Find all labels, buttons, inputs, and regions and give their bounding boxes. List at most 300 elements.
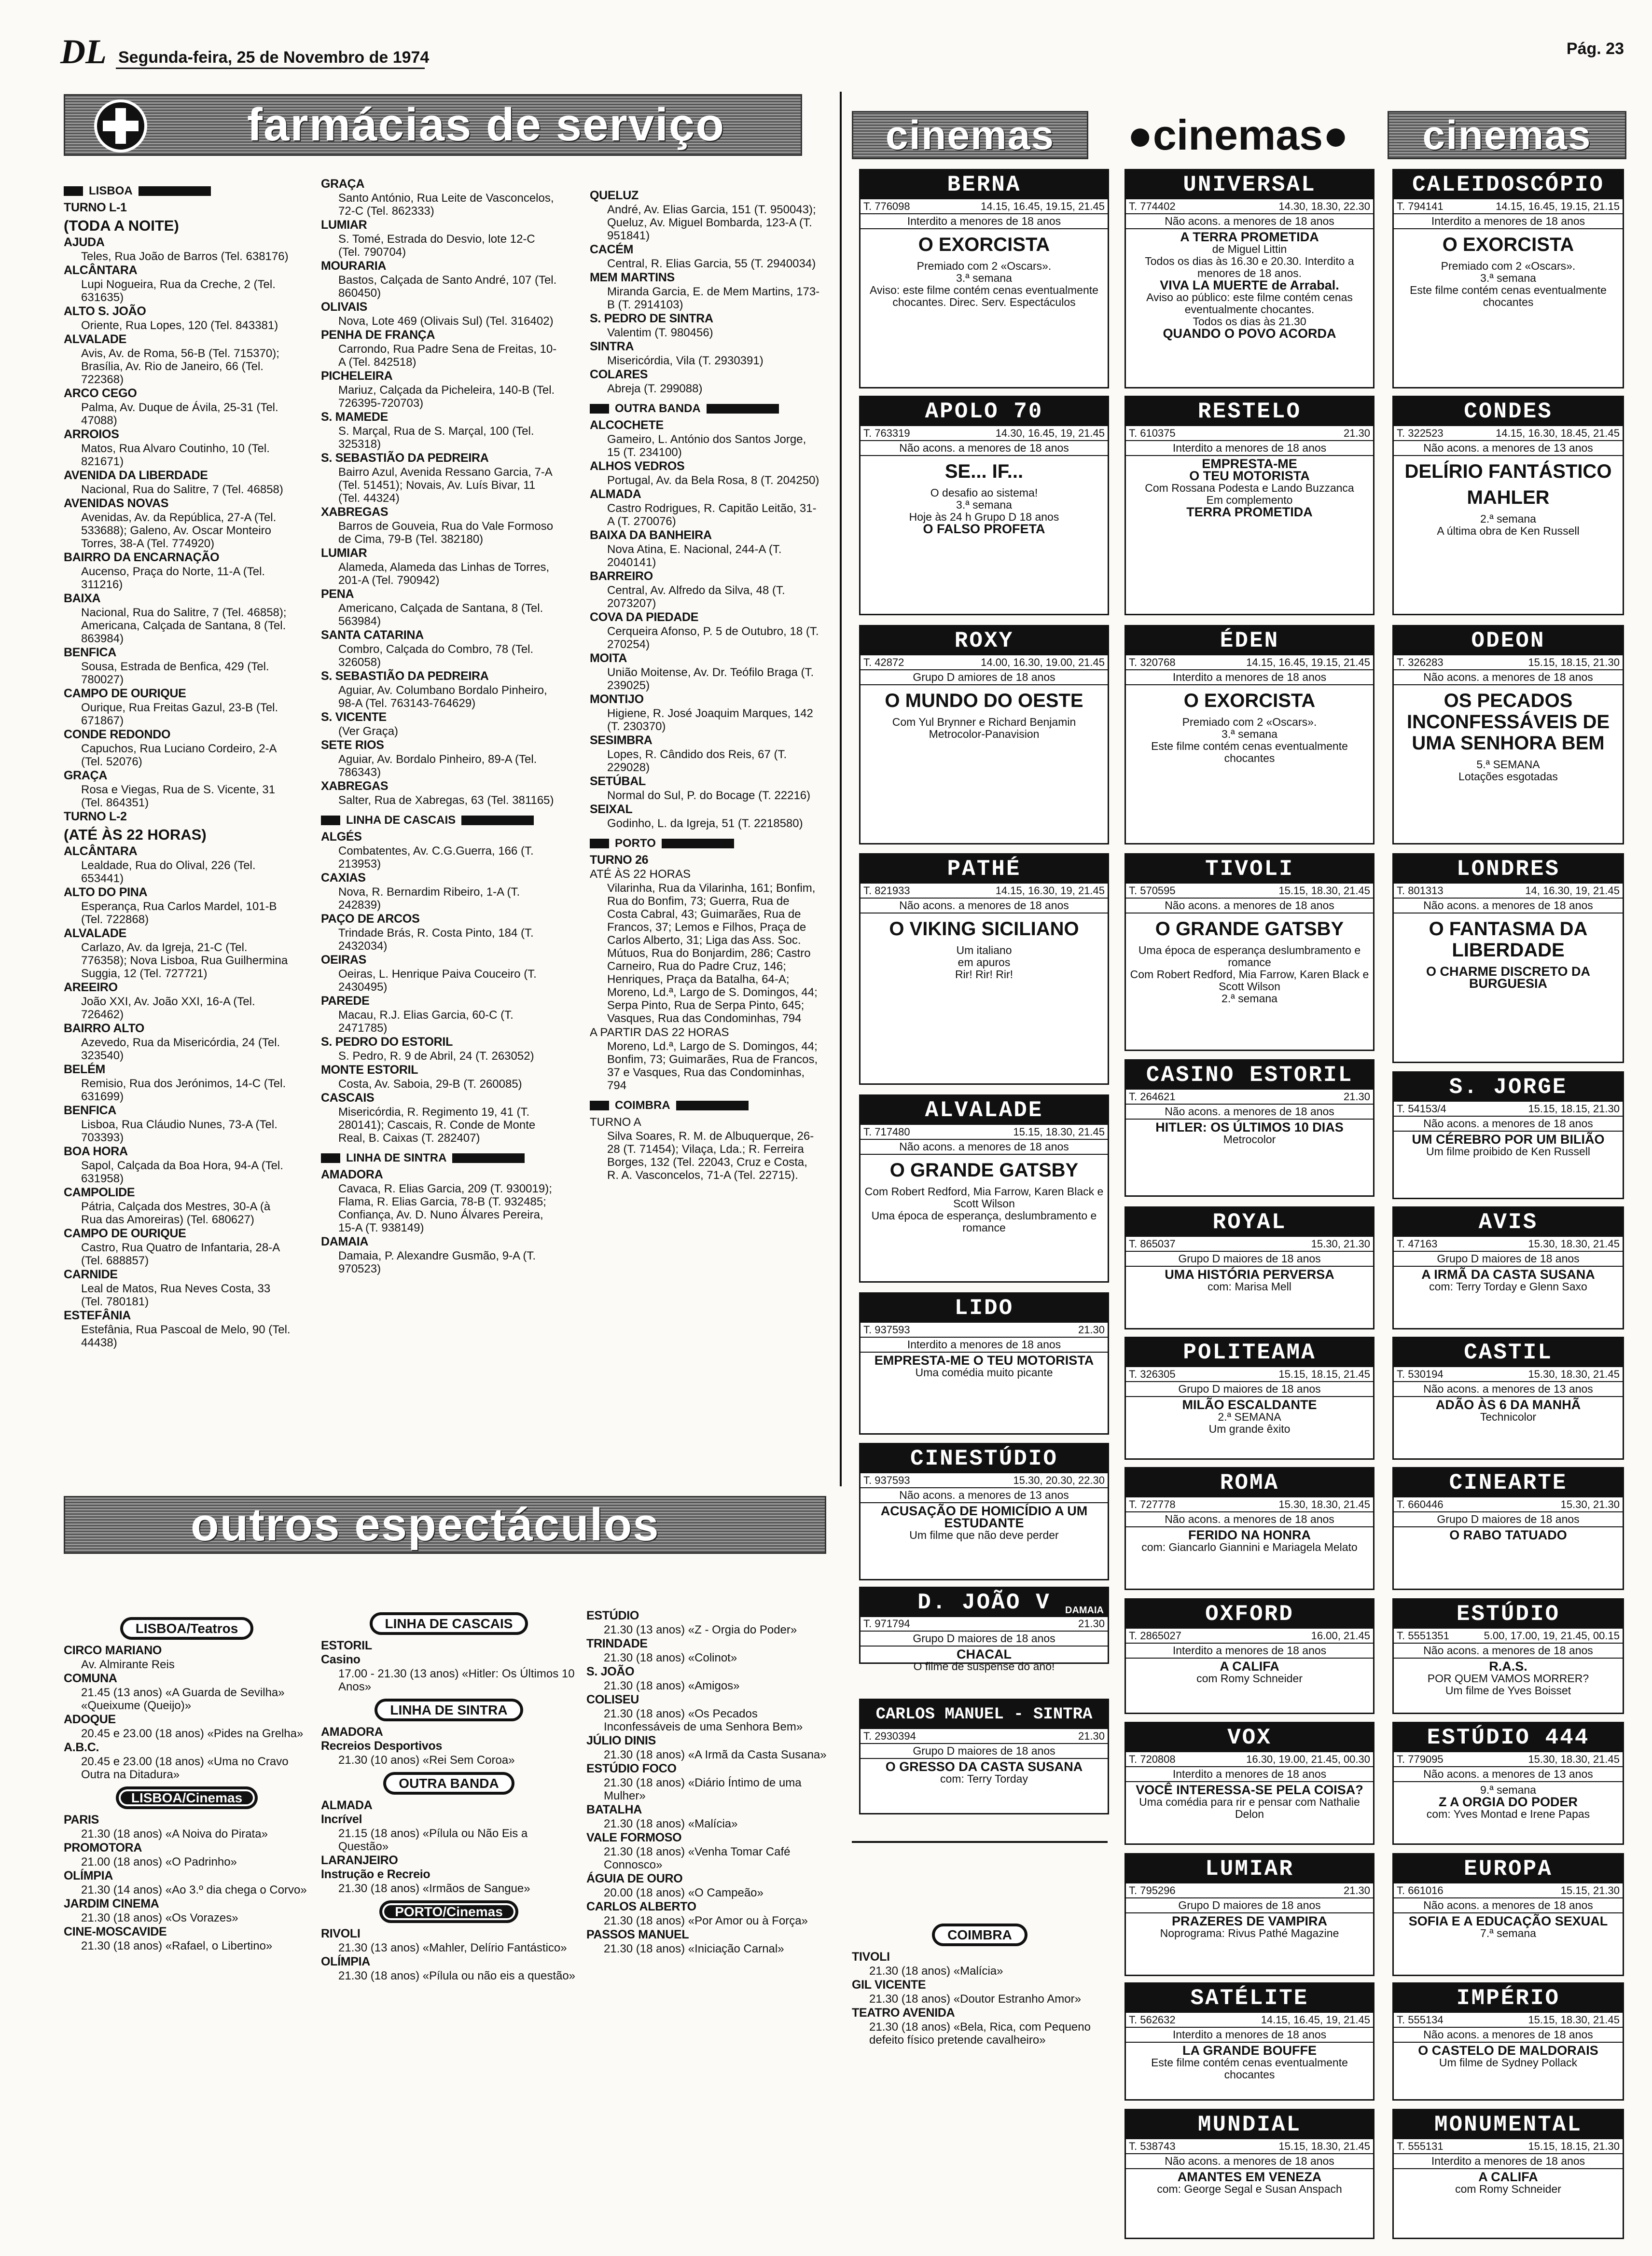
listing-entry: 21.30 (18 anos) «Os Pecados Inconfessáveis de uma Senhora Bem» xyxy=(604,1707,803,1733)
cinema-details xyxy=(1394,1512,1623,1544)
listing-heading: BELÉM xyxy=(64,1063,106,1076)
section-bar xyxy=(452,1153,525,1163)
section-pill xyxy=(321,1902,577,1922)
section-bar xyxy=(461,816,534,825)
listing-heading: S. SEBASTIÃO DA PEDREIRA xyxy=(321,669,489,683)
listing-heading: PENA xyxy=(321,587,354,601)
film-title: A CALIFA xyxy=(1478,2170,1538,2184)
cinema-card xyxy=(1124,169,1374,388)
film-note: Não acons. a menores de 18 anos xyxy=(1126,214,1373,229)
listing-heading: MONTIJO xyxy=(590,692,644,706)
cinema-showtimes: 15.30, 18.30, 21.45 xyxy=(1528,1238,1620,1250)
cinema-name: APOLO 70 xyxy=(861,397,1108,426)
section-label: LINHA DE SINTRA xyxy=(346,1151,447,1164)
cinema-phone: T. 937593 xyxy=(863,1474,910,1486)
listing-heading: S. VICENTE xyxy=(321,710,387,724)
listing-heading: TURNO L-1 xyxy=(64,201,127,214)
listing-entry: TURNO A xyxy=(590,1116,641,1129)
listing-heading: S. MAMEDE xyxy=(321,410,388,424)
listing-heading: XABREGAS xyxy=(321,505,389,519)
cinema-phone-times xyxy=(861,1473,1108,1488)
listing-heading: ARCO CEGO xyxy=(64,387,137,400)
film-note: Uma época de esperança, deslumbramento e romance xyxy=(871,1209,1097,1234)
cinema-card xyxy=(1392,1337,1624,1460)
film-title: O FANTASMA DA LIBERDADE xyxy=(1429,918,1588,961)
film-title: A TERRA PROMETIDA xyxy=(1180,230,1319,244)
cinema-card xyxy=(1392,1598,1624,1714)
listing-entry: Portugal, Av. da Bela Rosa, 8 (T. 204250) xyxy=(607,474,819,487)
film-note: de Miguel Littin xyxy=(1212,243,1287,255)
listing-entry: 21.30 (18 anos) «A Irmã da Casta Susana» xyxy=(604,1748,827,1761)
cinema-showtimes: 21.30 xyxy=(1078,1730,1105,1742)
listing-heading: S. PEDRO DE SINTRA xyxy=(590,312,713,325)
cinema-phone: T. 801313 xyxy=(1397,885,1444,897)
cinema-phone-times xyxy=(1394,1629,1623,1644)
listing-entry: 21.30 (18 anos) «Venha Tomar Café Connosco» xyxy=(604,1845,791,1871)
film-title: O FALSO PROFETA xyxy=(923,522,1045,536)
film-note: 7.ª semana xyxy=(1480,1927,1536,1939)
listing-heading: AVENIDAS NOVAS xyxy=(64,497,169,510)
film-note: com: Giancarlo Giannini e Mariagela Melato xyxy=(1141,1541,1358,1553)
cinema-name: CALEIDOSCÓPIO xyxy=(1394,170,1623,199)
listing-heading: ESTORIL xyxy=(321,1639,372,1652)
film-title: TERRA PROMETIDA xyxy=(1186,505,1313,519)
section-pill xyxy=(64,1788,310,1808)
section-pill xyxy=(321,1773,577,1793)
listing-heading: CONDE REDONDO xyxy=(64,728,171,741)
listing-entry: Alameda, Alameda das Linhas de Torres, 201-A (Tel. 790942) xyxy=(338,561,550,587)
cinema-showtimes: 14.15, 16.30, 19, 21.45 xyxy=(995,885,1105,897)
film-title: MAHLER xyxy=(1467,487,1550,508)
listing-heading: ADOQUE xyxy=(64,1713,116,1726)
cinema-phone-times xyxy=(1126,1752,1373,1767)
cinema-phone-times xyxy=(1126,2013,1373,2028)
listing-entry: 21.30 (18 anos) «A Noiva do Pirata» xyxy=(81,1827,268,1841)
cinema-phone: T. 821933 xyxy=(863,885,910,897)
cinema-name: IMPÉRIO xyxy=(1394,1984,1623,2013)
cinema-phone-times xyxy=(861,1617,1108,1632)
listing-entry: Combatentes, Av. C.G.Guerra, 166 (T. 213953) xyxy=(338,844,534,871)
cinema-phone-times xyxy=(1394,2139,1623,2154)
film-title: AMANTES EM VENEZA xyxy=(1177,2170,1322,2184)
cinema-phone: T. 794141 xyxy=(1397,200,1444,212)
film-title: R.A.S. xyxy=(1489,1659,1527,1674)
cinema-showtimes: 14.15, 16.45, 19.15, 21.45 xyxy=(1246,656,1370,668)
film-title: O GRANDE GATSBY xyxy=(1155,918,1344,940)
cinema-showtimes: 14, 16.30, 19, 21.45 xyxy=(1525,885,1620,897)
cinema-name: CONDES xyxy=(1394,397,1623,426)
cinema-phone: T. 326283 xyxy=(1397,656,1444,668)
film-note: Metrocolor-Panavision xyxy=(929,728,1040,740)
cinema-card xyxy=(859,396,1109,615)
film-note: Interdito a menores de 18 anos xyxy=(861,1338,1108,1353)
cinema-card xyxy=(1124,1982,1374,2101)
listing-entry: Castro Rodrigues, R. Capitão Leitão, 31-A (T. 270076) xyxy=(607,502,817,528)
cinema-phone: T. 776098 xyxy=(863,200,910,212)
cinema-phone: T. 5551351 xyxy=(1397,1630,1449,1642)
listing-heading: AVENIDA DA LIBERDADE xyxy=(64,469,208,482)
cinema-phone-times xyxy=(1394,1237,1623,1252)
cinema-phone: T. 42872 xyxy=(863,656,904,668)
cinema-phone-times xyxy=(1126,1090,1373,1105)
listing-entry: Estefânia, Rua Pascoal de Melo, 90 (Tel. 44438) xyxy=(81,1323,291,1349)
listing-heading: ALVALADE xyxy=(64,927,126,940)
film-title: O EXORCISTA xyxy=(1442,234,1574,255)
listing-heading: ALHOS VEDROS xyxy=(590,459,685,473)
listing-heading: VALE FORMOSO xyxy=(586,1831,682,1844)
listing-entry: Misericórdia, Vila (T. 2930391) xyxy=(607,354,764,367)
listing-entry: Rosa e Viegas, Rua de S. Vicente, 31 (Tel. 864351) xyxy=(81,783,276,809)
listing-entry: 21.30 (18 anos) «Malícia» xyxy=(604,1817,738,1830)
film-note: Interdito a menores de 18 anos xyxy=(1126,670,1373,685)
listing-entry: Macau, R.J. Elias Garcia, 60-C (T. 2471785) xyxy=(338,1009,514,1035)
section-label: COIMBRA xyxy=(615,1099,670,1112)
cinema-card xyxy=(1124,1598,1374,1714)
cinema-phone-times xyxy=(1126,1629,1373,1644)
listing-entry: Teles, Rua João de Barros (Tel. 638176) xyxy=(81,250,289,263)
listing-entry: Nacional, Rua do Salitre, 7 (Tel. 46858); Americana, Calçada de Santana, 8 (Tel. 863984) xyxy=(81,606,287,645)
listing-entry: Mariuz, Calçada da Picheleira, 140-B (Tel. 726395-720703) xyxy=(338,384,555,410)
listing-heading: SEIXAL xyxy=(590,803,633,816)
cinema-details xyxy=(861,1744,1108,1788)
film-note: Não acons. a menores de 18 anos xyxy=(1126,899,1373,913)
cinema-phone-times xyxy=(861,1125,1108,1140)
film-note: 3.ª semana xyxy=(956,498,1012,511)
header-rule xyxy=(116,68,425,69)
film-note: A última obra de Ken Russell xyxy=(1437,525,1580,537)
listing-entry: 21.30 (18 anos) «Colinot» xyxy=(604,1651,737,1664)
cinema-details xyxy=(861,1632,1108,1675)
listing-heading: LUMIAR xyxy=(321,218,367,232)
film-note: Não acons. a menores de 18 anos xyxy=(1126,1105,1373,1120)
page-number: Pág. 23 xyxy=(1566,40,1624,58)
cinema-phone-times xyxy=(1126,1497,1373,1512)
cinema-name: ROYAL xyxy=(1126,1208,1373,1237)
film-note: Não acons. a menores de 13 anos xyxy=(1394,1767,1623,1782)
film-note: Grupo D maiores de 18 anos xyxy=(1126,1898,1373,1913)
cinema-showtimes: 21.30 xyxy=(1078,1324,1105,1336)
cinema-name: ROMA xyxy=(1126,1468,1373,1497)
listing-entry: Barros de Gouveia, Rua do Vale Formoso de Cima, 79-B (Tel. 382180) xyxy=(338,520,554,546)
listing-heading: PICHELEIRA xyxy=(321,369,393,383)
section-pill xyxy=(852,1925,1108,1945)
cinema-phone: T. 570595 xyxy=(1129,885,1176,897)
listing-entry: Misericórdia, R. Regimento 19, 41 (T. 280141); Cascais, R. Conde de Monte Real, B. Caixas (T. 282407) xyxy=(338,1106,536,1145)
cinema-details xyxy=(1126,1252,1373,1296)
cinema-locality: DAMAIA xyxy=(1065,1605,1104,1616)
cinema-phone: T. 865037 xyxy=(1129,1238,1176,1250)
other-shows-column-4 xyxy=(852,1918,1108,2048)
listing-entry: Capuchos, Rua Luciano Cordeiro, 2-A (Tel. 52076) xyxy=(81,742,277,768)
section-heading xyxy=(321,814,557,827)
film-note: Não acons. a menores de 18 anos xyxy=(1394,899,1623,913)
cinema-card xyxy=(1124,1467,1374,1590)
cinema-details xyxy=(1394,899,1623,993)
cinema-card xyxy=(1392,1722,1624,1845)
film-title: UMA HISTÓRIA PERVERSA xyxy=(1165,1267,1334,1282)
section-bar xyxy=(590,839,609,848)
cinema-phone: T. 779095 xyxy=(1397,1753,1444,1765)
cinema-details xyxy=(1394,1382,1623,1426)
cinema-details xyxy=(1394,2028,1623,2072)
cinema-showtimes: 15.30, 21.30 xyxy=(1311,1238,1370,1250)
film-title: VOCÊ INTERESSA-SE PELA COISA? xyxy=(1136,1783,1363,1797)
cinema-showtimes: 15.30, 18.30, 21.45 xyxy=(1528,1753,1620,1765)
cinema-card xyxy=(859,1292,1109,1435)
listing-heading: OLÍMPIA xyxy=(321,1955,371,1968)
cinema-phone-times xyxy=(1126,884,1373,899)
cinema-name: CINESTÚDIO xyxy=(861,1444,1108,1473)
section-pill-label: LINHA DE SINTRA xyxy=(376,1700,521,1720)
cinema-card xyxy=(859,1587,1109,1673)
cinema-phone-times xyxy=(861,426,1108,441)
cinema-name: D. JOÃO V xyxy=(861,1588,1108,1617)
film-note: Grupo D maiores de 18 anos xyxy=(1394,1512,1623,1527)
listing-heading: SETÚBAL xyxy=(590,775,646,788)
listing-entry: Abreja (T. 299088) xyxy=(607,382,703,395)
cinema-phone-times xyxy=(1394,1752,1623,1767)
cinema-card xyxy=(1392,1467,1624,1590)
listing-heading: OEIRAS xyxy=(321,953,367,967)
film-title: LA GRANDE BOUFFE xyxy=(1182,2043,1317,2058)
cinema-phone: T. 562632 xyxy=(1129,2014,1176,2026)
cinema-phone-times xyxy=(1394,1497,1623,1512)
film-note: Não acons. a menores de 13 anos xyxy=(1394,441,1623,456)
film-title: ADÃO ÀS 6 DA MANHÃ xyxy=(1435,1398,1581,1412)
listing-entry: Oeiras, L. Henrique Paiva Couceiro (T. 2430495) xyxy=(338,968,537,994)
listing-entry: Lupi Nogueira, Rua da Creche, 2 (Tel. 631635) xyxy=(81,278,276,304)
cinema-showtimes: 21.30 xyxy=(1078,1618,1105,1630)
film-note: Uma comédia muito picante xyxy=(915,1366,1053,1379)
cinema-showtimes: 15.15, 18.15, 21.45 xyxy=(1278,1368,1370,1380)
listing-heading: COMUNA xyxy=(64,1672,117,1685)
listing-entry: 21.30 (18 anos) «Rafael, o Libertino» xyxy=(81,1939,273,1952)
cinema-details xyxy=(1126,441,1373,521)
listing-heading: ALVALADE xyxy=(64,332,126,346)
cinema-card xyxy=(859,1094,1109,1283)
listing-entry: 21.30 (13 anos) «Z - Orgia do Poder» xyxy=(604,1623,797,1636)
cinema-phone: T. 322523 xyxy=(1397,427,1444,439)
cinema-card xyxy=(1392,625,1624,844)
cinema-card xyxy=(1392,853,1624,1063)
film-note: 3.ª semana xyxy=(1480,272,1536,284)
listing-heading: BAIRRO ALTO xyxy=(64,1022,145,1035)
listing-heading: CAMPOLIDE xyxy=(64,1186,135,1199)
listing-entry: Nova Atina, E. Nacional, 244-A (T. 2040141) xyxy=(607,543,782,569)
listing-heading: A.B.C. xyxy=(64,1741,99,1754)
listing-heading: ALGÉS xyxy=(321,830,362,844)
listing-entry: 21.30 (18 anos) «Pílula ou não eis a questão» xyxy=(338,1969,576,1982)
cinema-phone-times xyxy=(1126,2139,1373,2154)
cinema-details xyxy=(861,1338,1108,1382)
listing-entry: Avenidas, Av. da República, 27-A (Tel. 533688); Galeno, Av. Oscar Monteiro Torres, 38-A (Tel. 774920) xyxy=(81,511,277,550)
film-note: Todos os dias às 16.30 e 20.30. Interdito a menores de 18 anos. xyxy=(1145,255,1354,279)
cinema-name: AVIS xyxy=(1394,1208,1623,1237)
listing-heading: XABREGAS xyxy=(321,779,389,793)
film-note: Com Rossana Podesta e Lando Buzzanca xyxy=(1145,482,1354,494)
film-title: O GRANDE GATSBY xyxy=(889,1160,1079,1181)
film-title: VIVA LA MUERTE de Arrabal. xyxy=(1160,278,1339,292)
listing-entry: Azevedo, Rua da Misericórdia, 24 (Tel. 323540) xyxy=(81,1036,280,1062)
cinema-phone: T. 2865027 xyxy=(1129,1630,1181,1642)
listing-heading: ALCOCHETE xyxy=(590,418,664,432)
cinema-showtimes: 16.00, 21.45 xyxy=(1311,1630,1370,1642)
film-note: Um filme que não deve perder xyxy=(909,1529,1059,1541)
cinema-phone: T. 720808 xyxy=(1129,1753,1176,1765)
cinema-phone: T. 555131 xyxy=(1397,2140,1444,2152)
cinema-card xyxy=(1392,2109,1624,2239)
listing-entry: Sapol, Calçada da Boa Hora, 94-A (Tel. 631958) xyxy=(81,1159,283,1185)
cinema-phone-times xyxy=(1394,655,1623,670)
film-note: com Romy Schneider xyxy=(1196,1672,1303,1685)
cinema-showtimes: 14.30, 16.45, 19, 21.45 xyxy=(995,427,1105,439)
listing-heading: GRAÇA xyxy=(321,177,365,191)
cinema-phone-times xyxy=(1126,1237,1373,1252)
cinema-details xyxy=(1126,1512,1373,1556)
film-note: Interdito a menores de 18 anos xyxy=(1126,2028,1373,2043)
cinema-phone: T. 47163 xyxy=(1397,1238,1438,1250)
listing-entry: Godinho, L. da Igreja, 51 (T. 2218580) xyxy=(607,817,803,830)
listing-entry: Palma, Av. Duque de Ávila, 25-31 (Tel. 47088) xyxy=(81,401,278,427)
cinema-card xyxy=(1392,1071,1624,1199)
listing-heading: CACÉM xyxy=(590,243,634,256)
listing-entry: S. Pedro, R. 9 de Abril, 24 (T. 263052) xyxy=(338,1050,534,1063)
cinema-phone: T. 320768 xyxy=(1129,656,1176,668)
listing-entry: (Ver Graça) xyxy=(338,725,399,738)
film-title: FERIDO NA HONRA xyxy=(1188,1528,1311,1542)
section-bar xyxy=(590,1101,609,1110)
film-note: Aviso ao público: este filme contém cenas eventualmente chocantes. xyxy=(1146,291,1353,316)
cinema-card xyxy=(1124,853,1374,1051)
cinema-details xyxy=(1126,2028,1373,2084)
film-note: Uma época de esperança deslumbramento e romance xyxy=(1138,944,1361,969)
listing-heading: DAMAIA xyxy=(321,1235,369,1248)
listing-entry: Cavaca, R. Elias Garcia, 209 (T. 930019); Flama, R. Elias Garcia, 78-B (T. 932485; Confiança, Av. D. Nuno Álvares Pereira, 15-A (T. 938149) xyxy=(338,1182,552,1234)
listing-entry: Gameiro, L. António dos Santos Jorge, 15 (T. 234100) xyxy=(607,433,806,459)
section-pill xyxy=(64,1619,310,1638)
cinema-details xyxy=(1394,2154,1623,2198)
cinema-phone-times xyxy=(861,1323,1108,1338)
cinema-name: S. JORGE xyxy=(1394,1073,1623,1102)
film-note: Grupo D maiores de 18 anos xyxy=(861,1632,1108,1647)
other-shows-column-3 xyxy=(586,1609,837,1956)
listing-heading: AMADORA xyxy=(321,1725,383,1739)
cinema-showtimes: 14.15, 16.45, 19.15, 21.15 xyxy=(1496,200,1620,212)
cinema-showtimes: 15.15, 18.30, 21.45 xyxy=(1278,2140,1370,2152)
listing-entry: S. Marçal, Rua de S. Marçal, 100 (Tel. 325318) xyxy=(338,425,534,451)
listing-entry: Nova, R. Bernardim Ribeiro, 1-A (T. 242839) xyxy=(338,886,520,912)
film-note: Metrocolor xyxy=(1223,1133,1276,1146)
listing-entry: Central, R. Elias Garcia, 55 (T. 2940034) xyxy=(607,257,816,270)
cinema-phone-times xyxy=(1394,2013,1623,2028)
cinema-phone-times xyxy=(1394,884,1623,899)
film-note: 3.ª semana xyxy=(1222,728,1277,740)
newspaper-logo: DL xyxy=(60,32,107,71)
section-label: LINHA DE CASCAIS xyxy=(346,814,456,827)
film-note: Não acons. a menores de 18 anos xyxy=(1394,670,1623,685)
cinema-card xyxy=(1124,1337,1374,1460)
listing-heading: CARNIDE xyxy=(64,1268,118,1281)
listing-heading: OLIVAIS xyxy=(321,300,368,314)
cinema-showtimes: 14.15, 16.45, 19, 21.45 xyxy=(1261,2014,1370,2026)
film-note: 9.ª semana xyxy=(1480,1784,1536,1796)
listing-entry: Aucenso, Praça do Norte, 11-A (Tel. 311216) xyxy=(81,565,265,591)
film-note: com: Terry Torday xyxy=(940,1772,1028,1785)
film-note: Interdito a menores de 18 anos xyxy=(1126,441,1373,456)
listing-heading: GRAÇA xyxy=(64,769,108,782)
cinema-phone: T. 795296 xyxy=(1129,1884,1176,1896)
film-note: Grupo D maiores de 18 anos xyxy=(1126,1382,1373,1397)
cinema-phone-times xyxy=(861,884,1108,899)
film-title: CHACAL xyxy=(957,1647,1012,1661)
listing-heading: S. PEDRO DO ESTORIL xyxy=(321,1035,453,1049)
section-heading xyxy=(321,1151,557,1164)
listing-heading: Incrível xyxy=(321,1813,362,1826)
listing-heading: Casino xyxy=(321,1653,361,1666)
cinema-phone: T. 530194 xyxy=(1397,1368,1444,1380)
coimbra-rule xyxy=(852,1841,1108,1843)
cinema-card xyxy=(1392,1982,1624,2101)
film-title: O EXORCISTA xyxy=(1183,690,1316,711)
listing-entry: Nacional, Rua do Salitre, 7 (Tel. 46858) xyxy=(81,483,283,496)
listing-entry: Americano, Calçada de Santana, 8 (Tel. 563984) xyxy=(338,602,543,628)
cinema-phone-times xyxy=(1126,655,1373,670)
listing-heading: S. JOÃO xyxy=(586,1665,635,1678)
cinema-phone-times xyxy=(1126,1367,1373,1382)
film-note: Não acons. a menores de 18 anos xyxy=(1394,2028,1623,2043)
film-note: Interdito a menores de 18 anos xyxy=(1394,2154,1623,2169)
listing-entry: Castro, Rua Quatro de Infantaria, 28-A (Tel. 688857) xyxy=(81,1241,279,1267)
listing-entry: Cerqueira Afonso, P. 5 de Outubro, 18 (T. 270254) xyxy=(607,625,819,651)
listing-heading: AMADORA xyxy=(321,1168,383,1181)
cinema-name: CASTIL xyxy=(1394,1338,1623,1367)
section-heading xyxy=(64,184,293,197)
other-shows-column-1 xyxy=(64,1612,310,1953)
film-title: O RABO TATUADO xyxy=(1449,1528,1567,1542)
film-title: SOFIA E A EDUCAÇÃO SEXUAL xyxy=(1408,1914,1608,1928)
listing-heading: TURNO 26 xyxy=(590,853,649,867)
other-shows-banner xyxy=(64,1496,826,1554)
cinema-details xyxy=(861,899,1108,983)
cinema-details xyxy=(861,1488,1108,1544)
listing-entry: 21.30 (18 anos) «Malícia» xyxy=(869,1965,1003,1978)
cinemas-banner-right: cinemas xyxy=(1388,111,1626,159)
listing-entry: Pátria, Calçada dos Mestres, 30-A (à Rua das Amoreiras) (Tel. 680627) xyxy=(81,1200,271,1226)
listing-heading: Recreios Desportivos xyxy=(321,1739,443,1753)
film-note: Interdito a menores de 18 anos xyxy=(1126,1767,1373,1782)
film-title: O CASTELO DE MALDORAIS xyxy=(1418,2043,1598,2058)
listing-heading: CASCAIS xyxy=(321,1091,375,1105)
cinema-name: OXFORD xyxy=(1126,1600,1373,1629)
film-note: O filme de suspense do ano! xyxy=(913,1660,1055,1673)
cinema-showtimes: 15.15, 18.15, 21.30 xyxy=(1528,1103,1620,1115)
film-title: PRAZERES DE VAMPIRA xyxy=(1171,1914,1328,1928)
cinema-details xyxy=(1394,1898,1623,1942)
film-note: Não acons. a menores de 13 anos xyxy=(1394,1382,1623,1397)
listing-heading: ALCÂNTARA xyxy=(64,844,138,858)
cinema-card xyxy=(1124,1853,1374,1976)
listing-heading: CAMPO DE OURIQUE xyxy=(64,1227,186,1240)
listing-entry: 21.30 (10 anos) «Rei Sem Coroa» xyxy=(338,1754,515,1767)
cinema-showtimes: 15.15, 18.30, 21.45 xyxy=(1013,1126,1105,1138)
cinema-phone: T. 326305 xyxy=(1129,1368,1176,1380)
listing-entry: Lisboa, Rua Cláudio Nunes, 73-A (Tel. 703393) xyxy=(81,1118,278,1144)
section-bar xyxy=(707,404,779,414)
film-title: MILÃO ESCALDANTE xyxy=(1182,1398,1317,1412)
film-note: Com Robert Redford, Mia Farrow, Karen Black e Scott Wilson xyxy=(864,1185,1104,1210)
listing-entry: André, Av. Elias Garcia, 151 (T. 950043); Queluz, Av. Miguel Bombarda, 123-A (T. 951841) xyxy=(607,203,816,242)
cinema-details xyxy=(861,1140,1108,1237)
